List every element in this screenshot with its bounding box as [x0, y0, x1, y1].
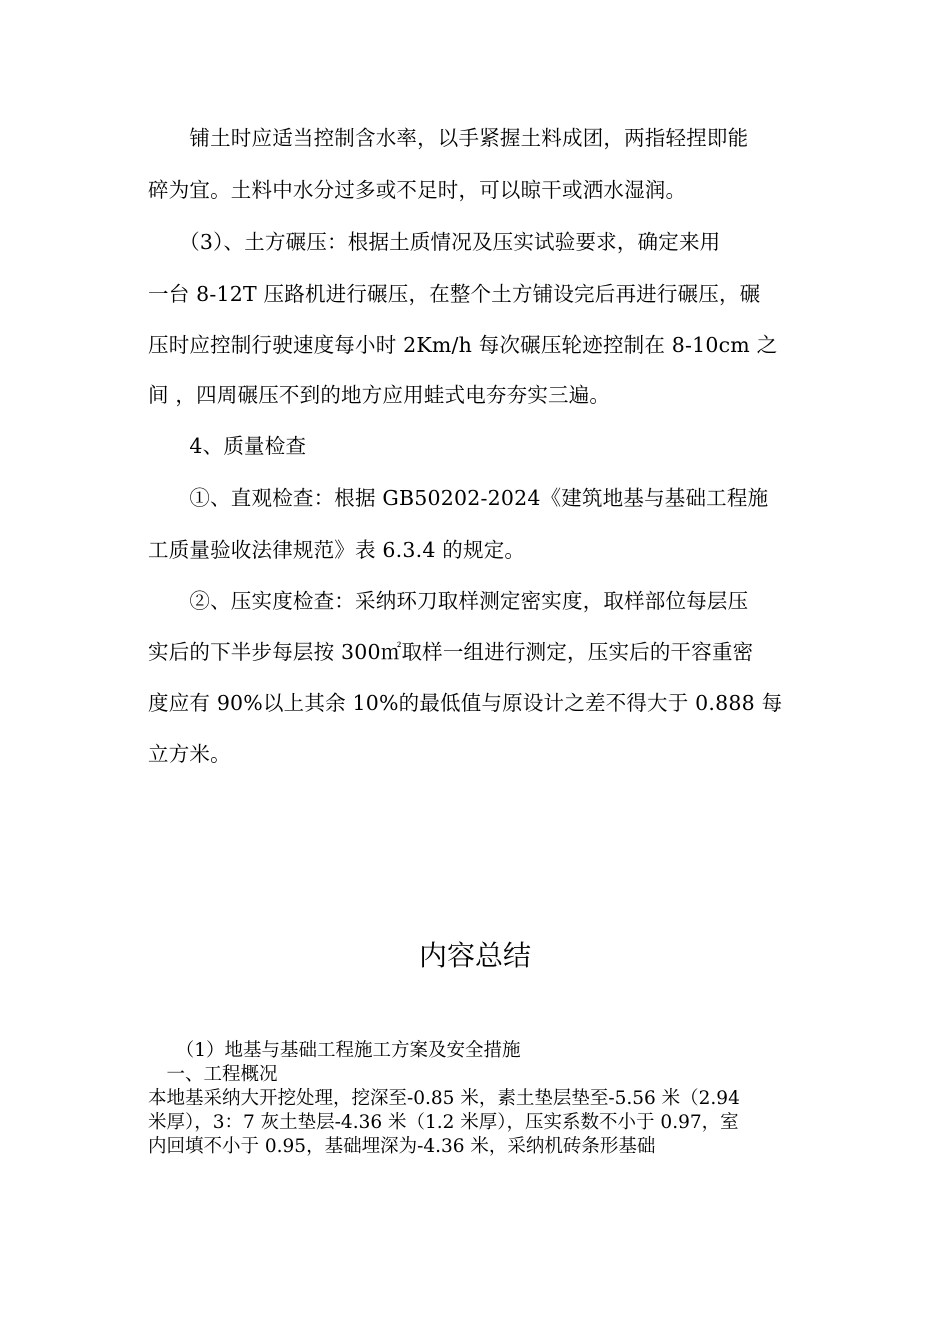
section-heading: 4、质量检查 — [148, 434, 307, 458]
paragraph-line: 铺土时应适当控制含水率，以手紧握土料成团，两指轻捏即能 — [148, 126, 749, 150]
summary-line: 米厚），3：7 灰土垫层-4.36 米（1.2 米厚），压实系数不小于 0.97，室 — [148, 1112, 739, 1133]
paragraph-line: 立方米。 — [148, 742, 231, 766]
summary-line: （1）地基与基础工程施工方案及安全措施 — [148, 1040, 521, 1061]
paragraph-line: ①、直观检查：根据 GB50202-2024《建筑地基与基础工程施 — [148, 486, 769, 510]
paragraph-line: 一台 8-12T 压路机进行碾压，在整个土方铺设完后再进行碾压，碾 — [148, 282, 761, 306]
summary-line: 一、工程概况 — [148, 1064, 278, 1085]
paragraph-line: 工质量验收法律规范》表 6.3.4 的规定。 — [148, 538, 526, 562]
summary-line: 本地基采纳大开挖处理，挖深至-0.85 米，素土垫层垫至-5.56 米（2.94 — [148, 1088, 740, 1109]
paragraph-line: （3）、土方碾压：根据土质情况及压实试验要求，确定来用 — [148, 230, 721, 254]
paragraph-line: 碎为宜。土料中水分过多或不足时，可以晾干或洒水湿润。 — [148, 178, 687, 202]
summary-title: 内容总结 — [418, 939, 531, 972]
summary-line: 内回填不小于 0.95，基础埋深为-4.36 米，采纳机砖条形基础 — [148, 1136, 656, 1157]
paragraph-line: 压时应控制行驶速度每小时 2Km/h 每次碾压轮迹控制在 8-10cm 之 — [148, 333, 778, 357]
paragraph-line: 度应有 90%以上其余 10%的最低值与原设计之差不得大于 0.888 每 — [148, 691, 783, 715]
paragraph-line: ②、压实度检查：采纳环刀取样测定密实度，取样部位每层压 — [148, 589, 749, 613]
paragraph-line: 实后的下半步每层按 300㎡取样一组进行测定，压实后的干容重密 — [148, 640, 754, 664]
paragraph-line: 间 ，四周碾压不到的地方应用蛙式电夯夯实三遍。 — [148, 383, 611, 407]
